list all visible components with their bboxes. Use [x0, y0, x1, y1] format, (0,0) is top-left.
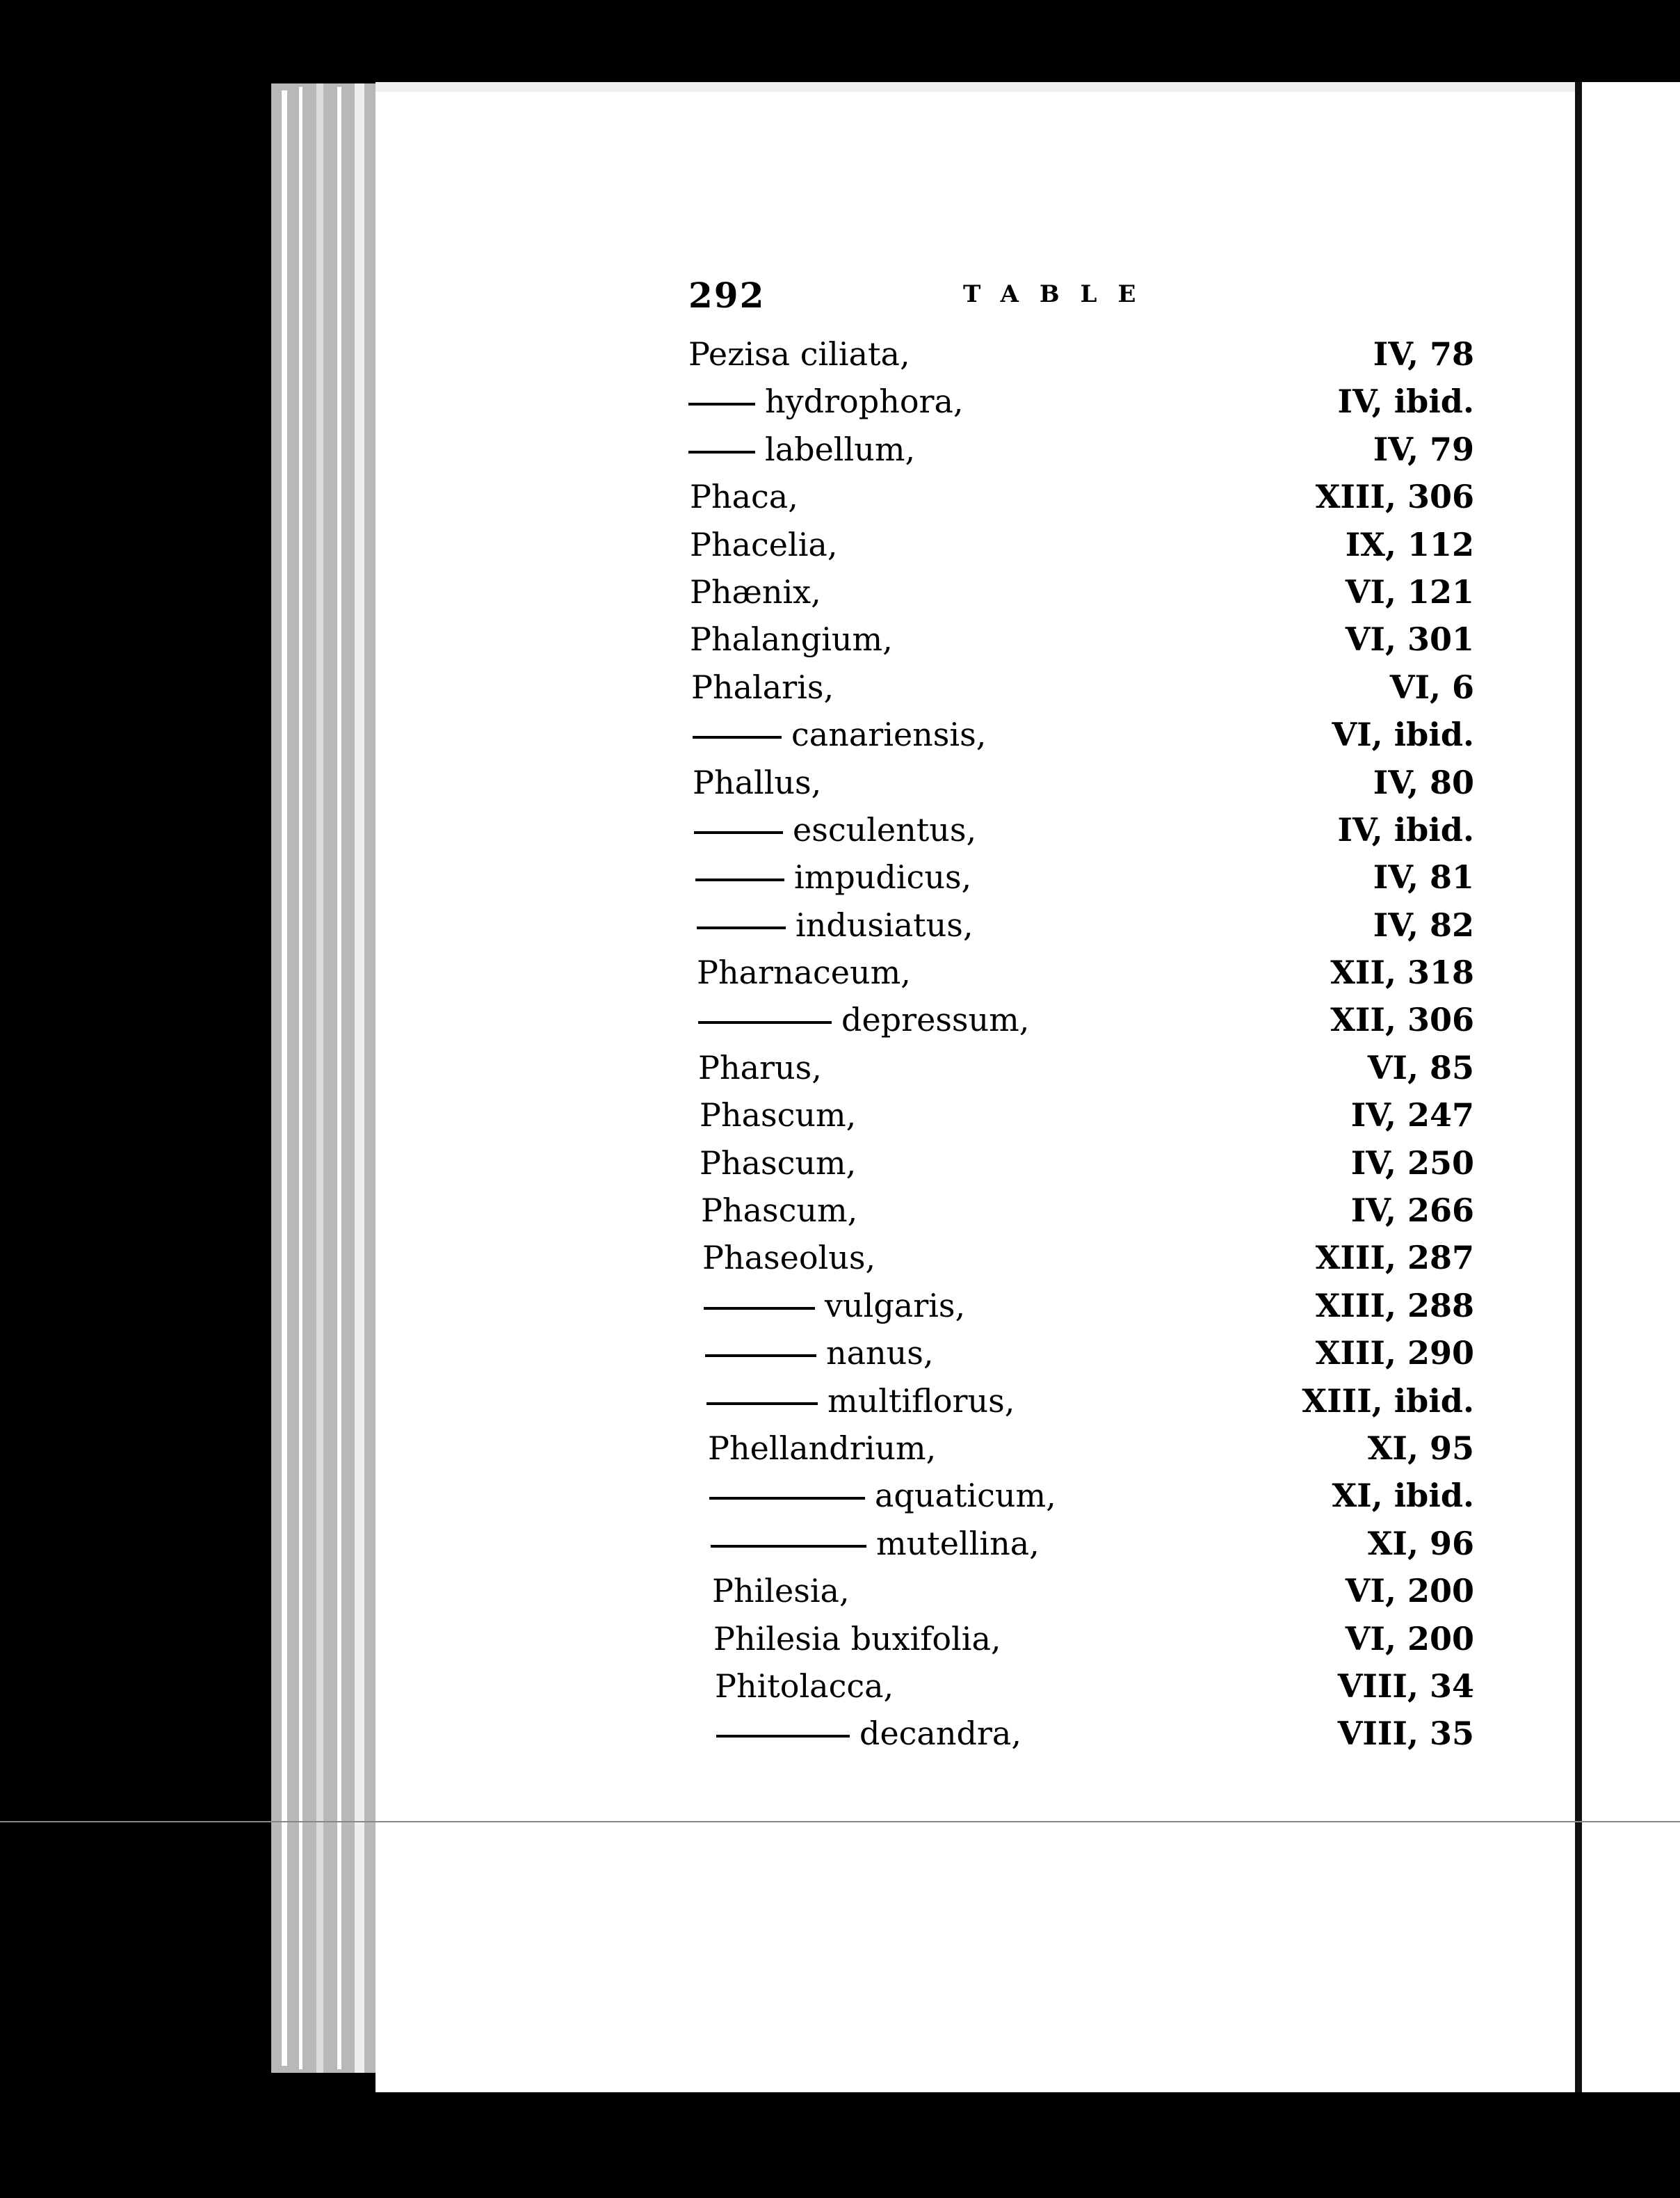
entry-term — [697, 949, 911, 996]
index-entry — [688, 378, 1474, 425]
entry-volume-page-ref: IV, ibid. — [1337, 810, 1474, 849]
index-entry — [688, 1234, 1474, 1281]
entry-term — [690, 521, 837, 568]
entry-volume-page-ref: XIII, ibid. — [1302, 1381, 1474, 1420]
entry-term — [706, 1377, 1015, 1425]
index-entry — [688, 568, 1474, 616]
ditto-dash — [709, 1497, 865, 1500]
entry-volume-page-ref: IV, 81 — [1373, 858, 1474, 897]
ditto-dash — [698, 1021, 832, 1024]
entry-volume-page-ref: IV, 266 — [1350, 1192, 1474, 1230]
index-page — [688, 275, 1474, 1758]
index-entry — [688, 664, 1474, 711]
entry-volume-page-ref: VI, 301 — [1345, 620, 1474, 659]
entry-term-text: Phaca, — [690, 478, 798, 516]
entry-term-text: Pezisa ciliata, — [688, 335, 910, 373]
entry-volume-page-ref: IX, 112 — [1345, 525, 1474, 563]
index-entry — [688, 1710, 1474, 1757]
entry-volume-page-ref: IV, 79 — [1373, 430, 1474, 468]
entry-term — [709, 1472, 1056, 1519]
index-entry — [688, 1520, 1474, 1567]
entry-term — [691, 664, 834, 711]
entry-term — [697, 901, 974, 949]
entry-term-text: aquaticum, — [875, 1477, 1056, 1515]
entry-term — [698, 1044, 822, 1091]
entry-volume-page-ref: VI, 6 — [1389, 668, 1474, 706]
entry-term-text: Phænix, — [690, 572, 821, 611]
entry-term-text: Phascum, — [700, 1096, 857, 1134]
entry-term-text: esculentus, — [793, 810, 977, 849]
entry-volume-page-ref: VIII, 35 — [1337, 1715, 1474, 1753]
index-entry — [688, 616, 1474, 663]
index-entry — [688, 473, 1474, 520]
entry-term — [688, 330, 910, 378]
index-entry — [688, 1377, 1474, 1425]
entry-term — [695, 853, 971, 901]
index-entry — [688, 1425, 1474, 1472]
index-entry — [688, 1139, 1474, 1187]
entry-volume-page-ref: XIII, 287 — [1315, 1239, 1474, 1277]
entry-term-text: Phellandrium, — [708, 1429, 937, 1467]
entry-volume-page-ref: XII, 318 — [1330, 954, 1474, 992]
ditto-dash — [688, 451, 755, 454]
entry-term — [700, 1091, 856, 1139]
entry-term — [711, 1520, 1040, 1567]
entry-term-text: impudicus, — [794, 858, 972, 897]
ditto-dash — [694, 831, 783, 834]
entry-term-text: Phalangium, — [690, 620, 893, 659]
index-entry — [688, 1567, 1474, 1614]
entry-term — [700, 1139, 856, 1187]
index-entry — [688, 1282, 1474, 1329]
index-entry-list — [688, 330, 1474, 1758]
entry-term — [716, 1710, 1021, 1757]
entry-volume-page-ref: XIII, 288 — [1315, 1286, 1474, 1324]
entry-volume-page-ref: XIII, 306 — [1315, 478, 1474, 516]
index-entry — [688, 1329, 1474, 1377]
entry-term — [702, 1234, 875, 1281]
index-entry — [688, 853, 1474, 901]
entry-volume-page-ref: XIII, 290 — [1315, 1334, 1474, 1372]
entry-term — [698, 996, 1029, 1043]
facing-page-edge — [1582, 82, 1680, 2092]
entry-term — [690, 473, 798, 520]
entry-volume-page-ref: VIII, 34 — [1337, 1667, 1474, 1705]
index-entry — [688, 1472, 1474, 1519]
entry-term-text: Philesia buxifolia, — [713, 1619, 1001, 1658]
entry-term-text: Pharus, — [698, 1048, 822, 1086]
entry-term-text: depressum, — [841, 1001, 1030, 1039]
entry-term — [694, 806, 976, 853]
ditto-dash — [695, 879, 784, 881]
index-entry — [688, 1662, 1474, 1710]
page-header — [688, 275, 1474, 330]
entry-volume-page-ref: XI, 95 — [1367, 1429, 1474, 1467]
entry-volume-page-ref: IV, ibid. — [1337, 383, 1474, 421]
index-entry — [688, 1091, 1474, 1139]
entry-volume-page-ref: IV, 80 — [1373, 763, 1474, 801]
entry-term-text: decandra, — [859, 1715, 1021, 1753]
running-head: TABLE — [963, 280, 1157, 308]
entry-term-text: multiflorus, — [827, 1381, 1015, 1420]
ditto-dash — [711, 1545, 866, 1548]
entry-term-text: Phalaris, — [691, 668, 834, 706]
index-entry — [688, 1187, 1474, 1234]
entry-volume-page-ref: XII, 306 — [1330, 1001, 1474, 1039]
entry-term-text: Phascum, — [701, 1192, 858, 1230]
entry-volume-page-ref: IV, 82 — [1373, 906, 1474, 944]
index-entry — [688, 1615, 1474, 1662]
entry-term — [688, 378, 964, 425]
entry-volume-page-ref: IV, 78 — [1373, 335, 1474, 373]
entry-term-text: Phascum, — [700, 1144, 857, 1182]
entry-term — [701, 1187, 857, 1234]
entry-volume-page-ref: VI, 121 — [1345, 572, 1474, 611]
index-entry — [688, 996, 1474, 1043]
index-entry — [688, 759, 1474, 806]
index-entry — [688, 1044, 1474, 1091]
page-number: 292 — [688, 275, 766, 316]
entry-term-text: vulgaris, — [825, 1286, 966, 1324]
entry-volume-page-ref: IV, 250 — [1350, 1144, 1474, 1182]
entry-term — [715, 1662, 894, 1710]
ditto-dash — [697, 926, 786, 929]
index-entry — [688, 330, 1474, 378]
entry-term — [690, 568, 821, 616]
ditto-dash — [706, 1402, 818, 1405]
entry-term-text: canariensis, — [791, 716, 987, 754]
ditto-dash — [705, 1354, 816, 1357]
entry-term — [704, 1282, 965, 1329]
entry-term — [693, 759, 821, 806]
entry-volume-page-ref: XI, ibid. — [1332, 1477, 1474, 1515]
entry-term — [693, 711, 986, 758]
entry-term — [712, 1567, 850, 1614]
entry-term — [688, 426, 915, 473]
entry-term-text: labellum, — [765, 430, 916, 468]
entry-term — [708, 1425, 936, 1472]
entry-term — [690, 616, 893, 663]
ditto-dash — [688, 403, 755, 406]
index-entry — [688, 949, 1474, 996]
entry-term-text: Pharnaceum, — [697, 954, 911, 992]
index-entry — [688, 426, 1474, 473]
ditto-dash — [704, 1307, 815, 1310]
entry-term — [713, 1615, 1001, 1662]
entry-term-text: indusiatus, — [795, 906, 974, 944]
entry-term-text: Phacelia, — [690, 525, 838, 563]
entry-term-text: mutellina, — [876, 1524, 1040, 1562]
entry-term-text: hydrophora, — [765, 383, 964, 421]
entry-term — [705, 1329, 934, 1377]
ditto-dash — [716, 1735, 850, 1738]
entry-term-text: Phallus, — [693, 763, 822, 801]
entry-volume-page-ref: IV, 247 — [1350, 1096, 1474, 1134]
index-entry — [688, 901, 1474, 949]
entry-volume-page-ref: XI, 96 — [1367, 1524, 1474, 1562]
index-entry — [688, 806, 1474, 853]
entry-volume-page-ref: VI, ibid. — [1332, 716, 1474, 754]
entry-volume-page-ref: VI, 200 — [1345, 1619, 1474, 1658]
entry-volume-page-ref: VI, 85 — [1367, 1048, 1474, 1086]
entry-volume-page-ref: VI, 200 — [1345, 1572, 1474, 1610]
index-entry — [688, 521, 1474, 568]
index-entry — [688, 711, 1474, 758]
entry-term-text: Phitolacca, — [715, 1667, 894, 1705]
entry-term-text: Philesia, — [712, 1572, 850, 1610]
ditto-dash — [693, 736, 782, 739]
entry-term-text: nanus, — [826, 1334, 934, 1372]
entry-term-text: Phaseolus, — [702, 1239, 876, 1277]
